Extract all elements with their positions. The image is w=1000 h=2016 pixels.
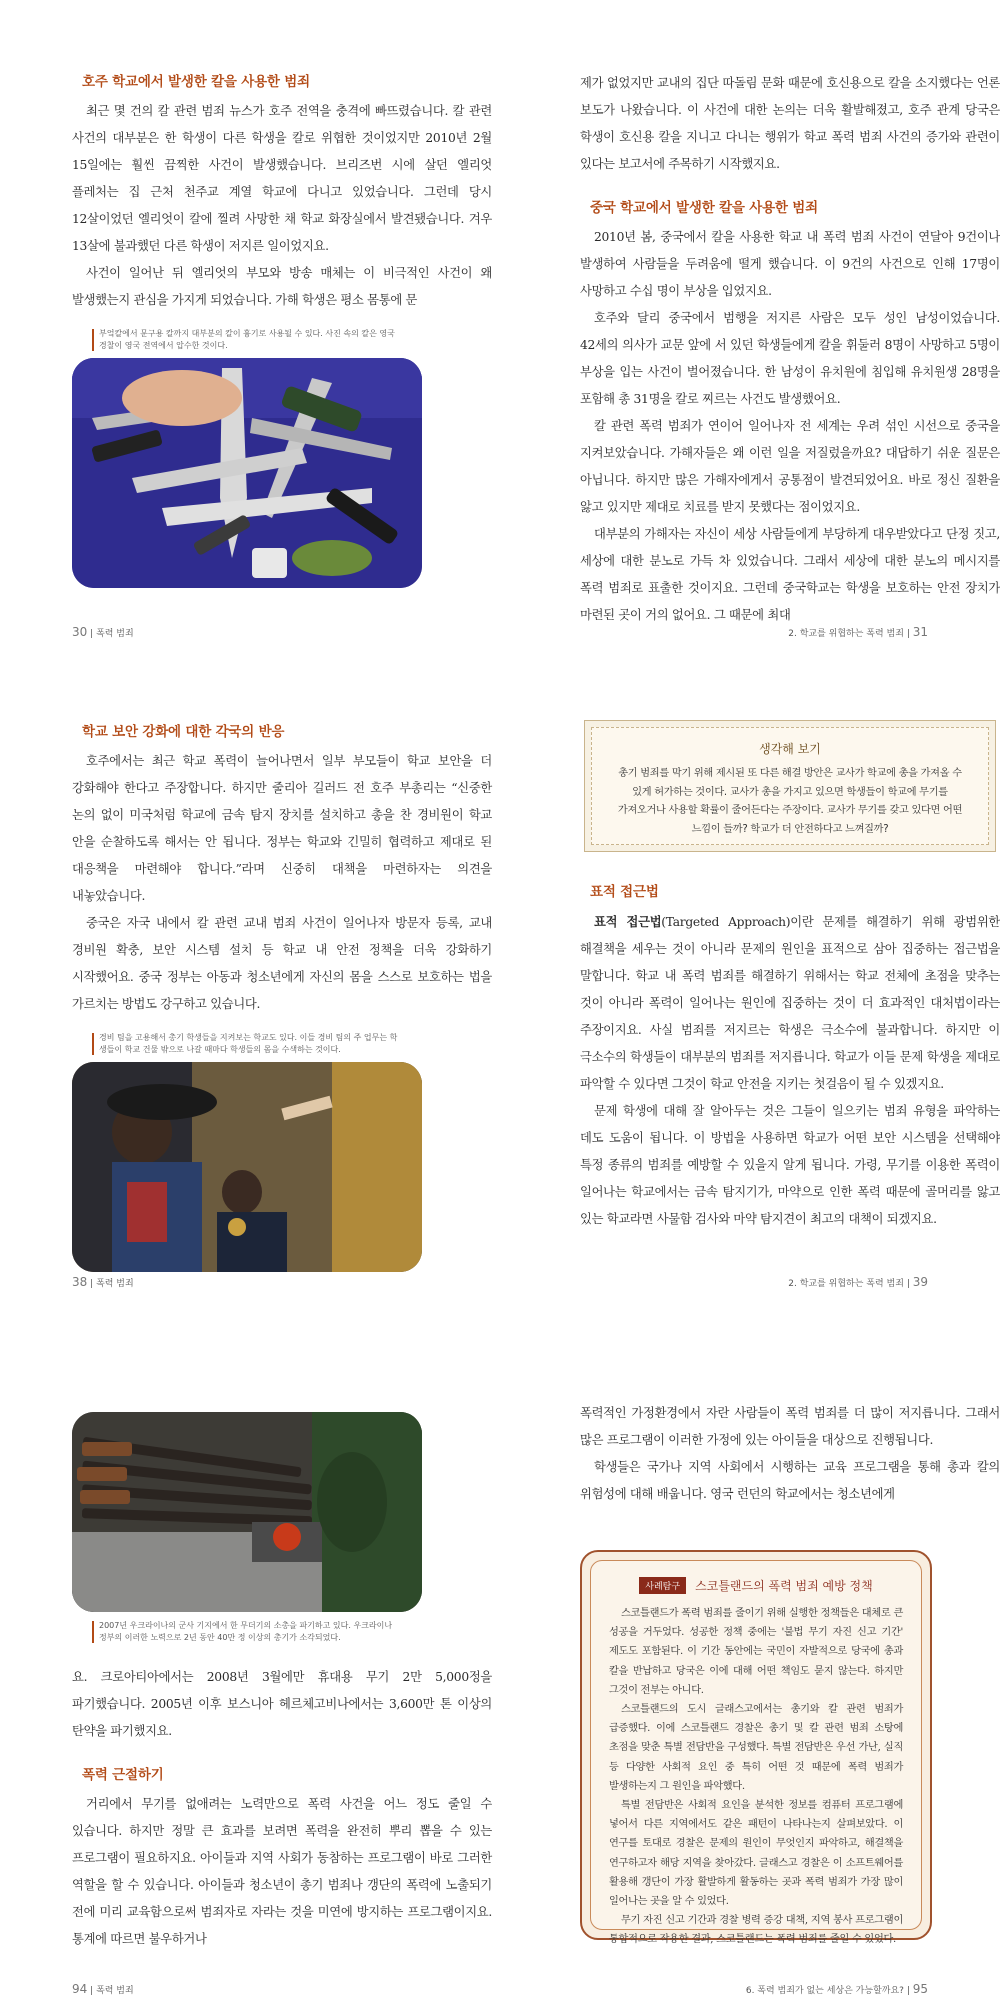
spread-pages-94-95 bbox=[0, 1400, 1000, 2016]
spacer bbox=[580, 178, 1000, 196]
think-about-box bbox=[584, 720, 996, 852]
section-heading: 표적 접근법 bbox=[590, 884, 659, 900]
case-paragraph: 특별 전담반은 사회적 요인을 분석한 정보를 컴퓨터 프로그램에 넣어서 다른 지역에서도 같은 패턴이 나타나는지 살펴보았다. 이 연구를 토대로 경찰은 문제의 원인이 무엇인지 파악하고, 해결책을 연구하고자 해당 지역을 찾아갔다. 글래스고 경찰은 이 소프트웨어를 활용해 갱단이 가장 활발하게 활동하는 곳과 폭력 범죄가 가장 많이 일어나는 곳을 알 수 있었다. bbox=[609, 1800, 903, 1908]
page-31 bbox=[580, 70, 1000, 629]
footer-right bbox=[788, 625, 928, 639]
page-95 bbox=[580, 1400, 1000, 1946]
case-study-box bbox=[580, 1550, 932, 1946]
paragraph: 호주와 달리 중국에서 범행을 저지른 사람은 모두 성인 남성이었습니다. 42세의 의사가 교문 앞에 서 있던 학생들에게 칼을 휘둘러 8명이 사망하고 5명이 부상을 입는 사건이 벌어졌습니다. 한 남성이 유치원에 침입해 유치원생 28명을 포함해 총 31명을 칼로 찌르는 사건도 발생했어요. bbox=[580, 311, 1000, 406]
running-title: 2. 학교를 위협하는 폭력 범죄 bbox=[788, 629, 904, 639]
footer-left bbox=[72, 625, 134, 639]
think-about-title: 생각해 보기 bbox=[759, 742, 821, 756]
paragraph: 문제 학생에 대해 잘 알아두는 것은 그들이 일으키는 범죄 유형을 파악하는 데도 도움이 됩니다. 이 방법을 사용하면 학교가 어떤 보안 시스템을 선택해야 특정 종류의 범죄를 예방할 수 있을지 알게 됩니다. 가령, 무기를 이용한 폭력이 일어나는 학교에서는 금속 탐지기가, 마약으로 인한 폭력 때문에 골머리를 앓고 있는 학교라면 사물함 검사와 마약 탐지견이 최고의 대책이 되겠지요. bbox=[580, 1104, 1000, 1226]
section-heading: 중국 학교에서 발생한 칼을 사용한 범죄 bbox=[590, 200, 818, 216]
page-number: 39 bbox=[912, 1275, 928, 1289]
photo-caption: 경비 팀을 고용해서 총기 학생들을 지켜보는 학교도 있다. 이들 경비 팀의 주 업무는 학생들이 학교 건물 밖으로 나갈 때마다 학생들의 몸을 수색하는 것이다. bbox=[92, 1032, 402, 1056]
page-number: 94 bbox=[72, 1982, 88, 1996]
page-38 bbox=[72, 720, 492, 1272]
footer-divider: | bbox=[906, 1986, 913, 1996]
paragraph: 학생들은 국가나 지역 사회에서 시행하는 교육 프로그램을 통해 총과 칼의 위험성에 대해 배웁니다. 영국 런던의 학교에서는 청소년에게 bbox=[580, 1460, 1000, 1501]
page-39 bbox=[580, 720, 1000, 1233]
footer-left bbox=[72, 1275, 134, 1289]
running-title: 폭력 범죄 bbox=[96, 1986, 134, 1996]
case-study-inner bbox=[590, 1560, 922, 1946]
photo-caption: 2007년 우크라이나의 군사 기지에서 한 무더기의 소총을 파기하고 있다. 우크라이나 정부의 이러한 노력으로 2년 동안 40만 정 이상의 총기가 소각되었다. bbox=[92, 1620, 402, 1644]
knives-illustration bbox=[72, 358, 422, 588]
page-number: 31 bbox=[912, 625, 928, 639]
case-paragraph: 무기 자진 신고 기간과 경찰 병력 증강 대책, 지역 봉사 프로그램이 통합적으로 작용한 결과, 스코틀랜드는 폭력 범죄를 줄일 수 있었다. bbox=[609, 1915, 903, 1946]
spacer bbox=[72, 1650, 492, 1664]
page-30 bbox=[72, 70, 492, 588]
section-heading: 폭력 근절하기 bbox=[82, 1767, 164, 1783]
running-title: 폭력 범죄 bbox=[96, 629, 134, 639]
photo-caption: 부엌칼에서 문구용 칼까지 대부분의 칼이 흉기로 사용될 수 있다. 사진 속의 칼은 영국 경찰이 영국 전역에서 압수한 것이다. bbox=[92, 328, 402, 352]
paragraph: 폭력적인 가정환경에서 자란 사람들이 폭력 범죄를 더 많이 저지릅니다. 그래서 많은 프로그램이 이러한 가정에 있는 아이들을 대상으로 진행됩니다. bbox=[580, 1406, 1000, 1447]
paragraph: 제가 없었지만 교내의 집단 따돌림 문화 때문에 호신용으로 칼을 소지했다는 언론 보도가 나왔습니다. 이 사건에 대한 논의는 더욱 활발해졌고, 호주 관계 당국은 학생이 호신용 칼을 지니고 다니는 행위가 학교 폭력 범죄 사건의 증가와 관련이 있다는 보고서에 주목하기 시작했지요. bbox=[580, 76, 1000, 171]
paragraph: 2010년 봄, 중국에서 칼을 사용한 학교 내 폭력 범죄 사건이 연달아 9건이나 발생하여 사람들을 두려움에 떨게 했습니다. 이 9건의 사건으로 인해 17명이 사망하고 수십 명이 부상을 입었지요. bbox=[580, 230, 1000, 298]
footer-divider: | bbox=[90, 629, 97, 639]
security-check-illustration bbox=[72, 1062, 422, 1272]
page-number: 95 bbox=[912, 1982, 928, 1996]
footer-right bbox=[746, 1982, 928, 1996]
case-study-header bbox=[609, 1575, 903, 1594]
section-heading: 학교 보안 강화에 대한 각국의 반응 bbox=[82, 724, 285, 740]
case-study-title: 스코틀랜드의 폭력 범죄 예방 정책 bbox=[695, 1579, 873, 1593]
footer-right bbox=[788, 1275, 928, 1289]
paragraph: 중국은 자국 내에서 칼 관련 교내 범죄 사건이 일어나자 방문자 등록, 교내 경비원 확충, 보안 시스템 설치 등 학교 내 안전 정책을 더욱 강화하기 시작했어요. 중국 정부는 아동과 청소년에게 자신의 몸을 스스로 보호하는 법을 가르치는 방법도 강구하고 있습니다. bbox=[72, 916, 492, 1011]
spread-pages-38-39 bbox=[0, 700, 1000, 1320]
think-about-inner bbox=[591, 727, 989, 845]
bold-term: 표적 접근법 bbox=[594, 914, 662, 929]
case-paragraph: 스코틀랜드가 폭력 범죄를 줄이기 위해 실행한 정책들은 대체로 큰 성공을 거두었다. 성공한 정책 중에는 '불법 무기 자진 신고 기간' 제도도 포함된다. 이 기간 동안에는 국민이 자발적으로 당국에 총과 칼을 반납하고 당국은 이에 대해 어떤 책임도 묻지 않는다. 하지만 그것이 전부는 아니다. bbox=[609, 1608, 903, 1696]
footer-divider: | bbox=[906, 629, 913, 639]
running-title: 2. 학교를 위협하는 폭력 범죄 bbox=[788, 1279, 904, 1289]
paragraph: 거리에서 무기를 없애려는 노력만으로 폭력 사건을 어느 정도 줄일 수 있습니다. 하지만 정말 큰 효과를 보려면 폭력을 완전히 뿌리 뽑을 수 있는 프로그램이 필요하지요. 아이들과 지역 사회가 동참하는 프로그램이 바로 그러한 역할을 할 수 있습니다. 아이들과 청소년이 총기 범죄나 갱단의 폭력에 노출되기 전에 미리 교육함으로써 범죄자로 자라는 것을 미연에 방지하는 프로그램이지요. 통계에 따르면 불우하거나 bbox=[72, 1797, 492, 1946]
footer-divider: | bbox=[90, 1279, 97, 1289]
case-study-tag: 사례탐구 bbox=[639, 1577, 686, 1594]
rifles-photo bbox=[72, 1412, 422, 1612]
page-94 bbox=[72, 1412, 492, 1953]
section-heading: 호주 학교에서 발생한 칼을 사용한 범죄 bbox=[82, 74, 310, 90]
spacer bbox=[72, 1745, 492, 1763]
paragraph: 최근 몇 건의 칼 관련 범죄 뉴스가 호주 전역을 충격에 빠뜨렸습니다. 칼 관련 사건의 대부분은 한 학생이 다른 학생을 칼로 위협한 것이었지만 2010년 2월 15일에는 훨씬 끔찍한 사건이 발생했습니다. 브리즈번 시에 살던 엘리엇 플레처는 집 근처 천주교 계열 학교에 다니고 있었습니다. 그런데 당시 12살이었던 엘리엇이 칼에 찔려 사망한 채 학교 화장실에서 발견됐습니다. 겨우 13살에 불과했던 다른 학생이 저지른 일이었지요. bbox=[72, 104, 492, 253]
paragraph: 요. 크로아티아에서는 2008년 3월에만 휴대용 무기 2만 5,000정을 파기했습니다. 2005년 이후 보스니아 헤르체고비나에서는 3,600만 톤 이상의 탄약을 파기했지요. bbox=[72, 1670, 492, 1738]
paragraph: 칼 관련 폭력 범죄가 연이어 일어나자 전 세계는 우려 섞인 시선으로 중국을 지켜보았습니다. 가해자들은 왜 이런 일을 저질렀을까요? 대답하기 쉬운 질문은 아닙니다. 하지만 많은 가해자에게서 공통점이 발견되었어요. 바로 정신 질환을 앓고 있지만 제대로 치료를 받지 못했다는 점이었지요. bbox=[580, 419, 1000, 514]
case-paragraph: 스코틀랜드의 도시 글래스고에서는 총기와 칼 관련 범죄가 급증했다. 이에 스코틀랜드 경찰은 총기 및 칼 관련 범죄 소탕에 초점을 맞춘 특별 전담반을 구성했다. 특별 전담반은 우선 가난, 실직 등 다양한 사회적 요인 중 특히 어떤 것 때문에 폭력 범죄가 발생하는지 그 원인을 파악했다. bbox=[609, 1704, 903, 1792]
footer-divider: | bbox=[90, 1986, 97, 1996]
case-study-text bbox=[609, 1604, 903, 1950]
paragraph-text: (Targeted Approach)이란 문제를 해결하기 위해 광범위한 해결책을 세우는 것이 아니라 문제의 원인을 표적으로 삼아 집중하는 접근법을 말합니다. 학교 내 폭력 범죄를 해결하기 위해서는 학교 전체에 초점을 맞추는 것이 아니라 폭력이 일어나는 원인에 집중하는 것이 더 효과적인 대처법이라는 주장이지요. 사실 범죄를 저지르는 학생은 극소수에 불과합니다. 하지만 이 극소수의 학생들이 대부분의 범죄를 저지릅니다. 학교가 이들 문제 학생을 제대로 파악할 수 있다면 그것이 학교 안전을 지키는 첫걸음이 될 수 있겠지요. bbox=[580, 915, 1000, 1091]
running-title: 폭력 범죄 bbox=[96, 1279, 134, 1289]
knives-photo bbox=[72, 358, 422, 588]
paragraph: 사건이 일어난 뒤 엘리엇의 부모와 방송 매체는 이 비극적인 사건이 왜 발생했는지 관심을 가지게 되었습니다. 가해 학생은 평소 몸통에 문 bbox=[72, 266, 492, 307]
footer-left bbox=[72, 1982, 134, 1996]
running-title: 6. 폭력 범죄가 없는 세상은 가능할까요? bbox=[745, 1986, 904, 1996]
security-check-photo bbox=[72, 1062, 422, 1272]
think-about-text: 총기 범죄를 막기 위해 제시된 또 다른 해결 방안은 교사가 학교에 총을 가져올 수 있게 허가하는 것이다. 교사가 총을 가지고 있으면 학생들이 학교에 무기를 가져오거나 사용할 확률이 줄어든다는 주장이다. 교사가 무기를 갖고 있다면 어떤 느낌이 들까? 학교가 더 안전하다고 느껴질까? bbox=[617, 768, 963, 835]
spread-pages-30-31 bbox=[0, 0, 1000, 660]
footer-divider: | bbox=[906, 1279, 913, 1289]
rifles-illustration bbox=[72, 1412, 422, 1612]
page-number: 38 bbox=[72, 1275, 88, 1289]
page-number: 30 bbox=[72, 625, 88, 639]
paragraph-lead bbox=[580, 908, 1000, 1098]
paragraph: 호주에서는 최근 학교 폭력이 늘어나면서 일부 부모들이 학교 보안을 더 강화해야 한다고 주장합니다. 하지만 줄리아 길러드 전 호주 부총리는 “신중한 논의 없이 미국처럼 학교에 금속 탐지 장치를 설치하고 총을 찬 경비원이 학교 안을 순찰하도록 해서는 안 됩니다. 정부는 학교와 긴밀히 협력하고 제대로 된 대응책을 마련해야 합니다.”라며 신중히 대책을 마련하자는 의견을 내놓았습니다. bbox=[72, 754, 492, 903]
paragraph: 대부분의 가해자는 자신이 세상 사람들에게 부당하게 대우받았다고 단정 짓고, 세상에 대한 분노로 가득 차 있었습니다. 그래서 세상에 대한 분노의 메시지를 폭력 범죄로 표출한 것이지요. 그런데 중국학교는 학생을 보호하는 안전 장치가 마련된 곳이 거의 없어요. 그 때문에 최대 bbox=[580, 527, 1000, 622]
